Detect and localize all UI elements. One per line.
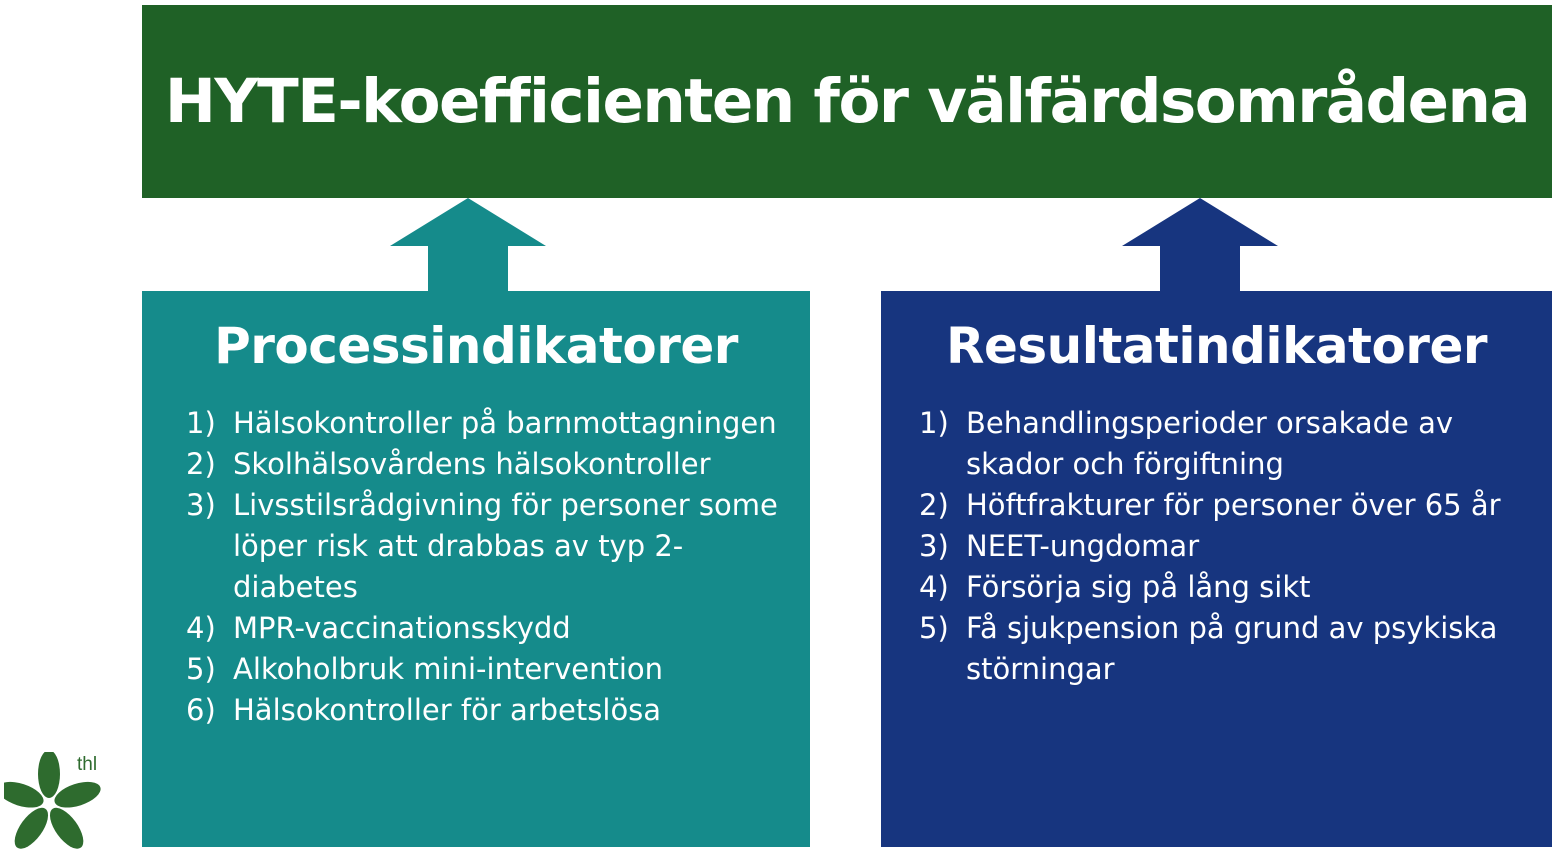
leaf-flower-icon bbox=[4, 752, 114, 858]
result-list bbox=[919, 403, 1538, 690]
title-banner bbox=[142, 5, 1552, 198]
process-indicators-box bbox=[142, 291, 810, 847]
page-title: HYTE-koefficienten för välfärdsområdena bbox=[164, 66, 1530, 137]
list-item: 4) MPR-vaccinationsskydd bbox=[186, 611, 571, 645]
process-heading: Processindikatorer bbox=[214, 317, 738, 375]
list-item: 3) NEET-ungdomar bbox=[919, 529, 1200, 563]
list-item: 5) Få sjukpension på grund av psykiska störningar bbox=[919, 611, 1498, 686]
result-heading: Resultatindikatorer bbox=[945, 317, 1488, 375]
up-arrow-icon bbox=[1120, 198, 1280, 292]
list-item: 2) Skolhälsovårdens hälsokontroller bbox=[186, 447, 711, 481]
list-item: 3) Livsstilsrådgivning för personer some löper risk att drabbas av typ 2-diabetes bbox=[186, 488, 778, 604]
logo-text: thl bbox=[77, 754, 98, 775]
list-item: 1) Hälsokontroller på barnmottagningen bbox=[186, 406, 777, 440]
list-item: 6) Hälsokontroller för arbetslösa bbox=[186, 693, 662, 727]
list-item: 4) Försörja sig på lång sikt bbox=[919, 570, 1311, 604]
process-list bbox=[186, 403, 790, 731]
up-arrow-icon bbox=[388, 198, 548, 292]
result-indicators-box bbox=[881, 291, 1552, 847]
list-item: 5) Alkoholbruk mini-intervention bbox=[186, 652, 664, 686]
list-item: 2) Höftfrakturer för personer över 65 år bbox=[919, 488, 1501, 522]
list-item: 1) Behandlingsperioder orsakade av skador och förgiftning bbox=[919, 406, 1454, 481]
